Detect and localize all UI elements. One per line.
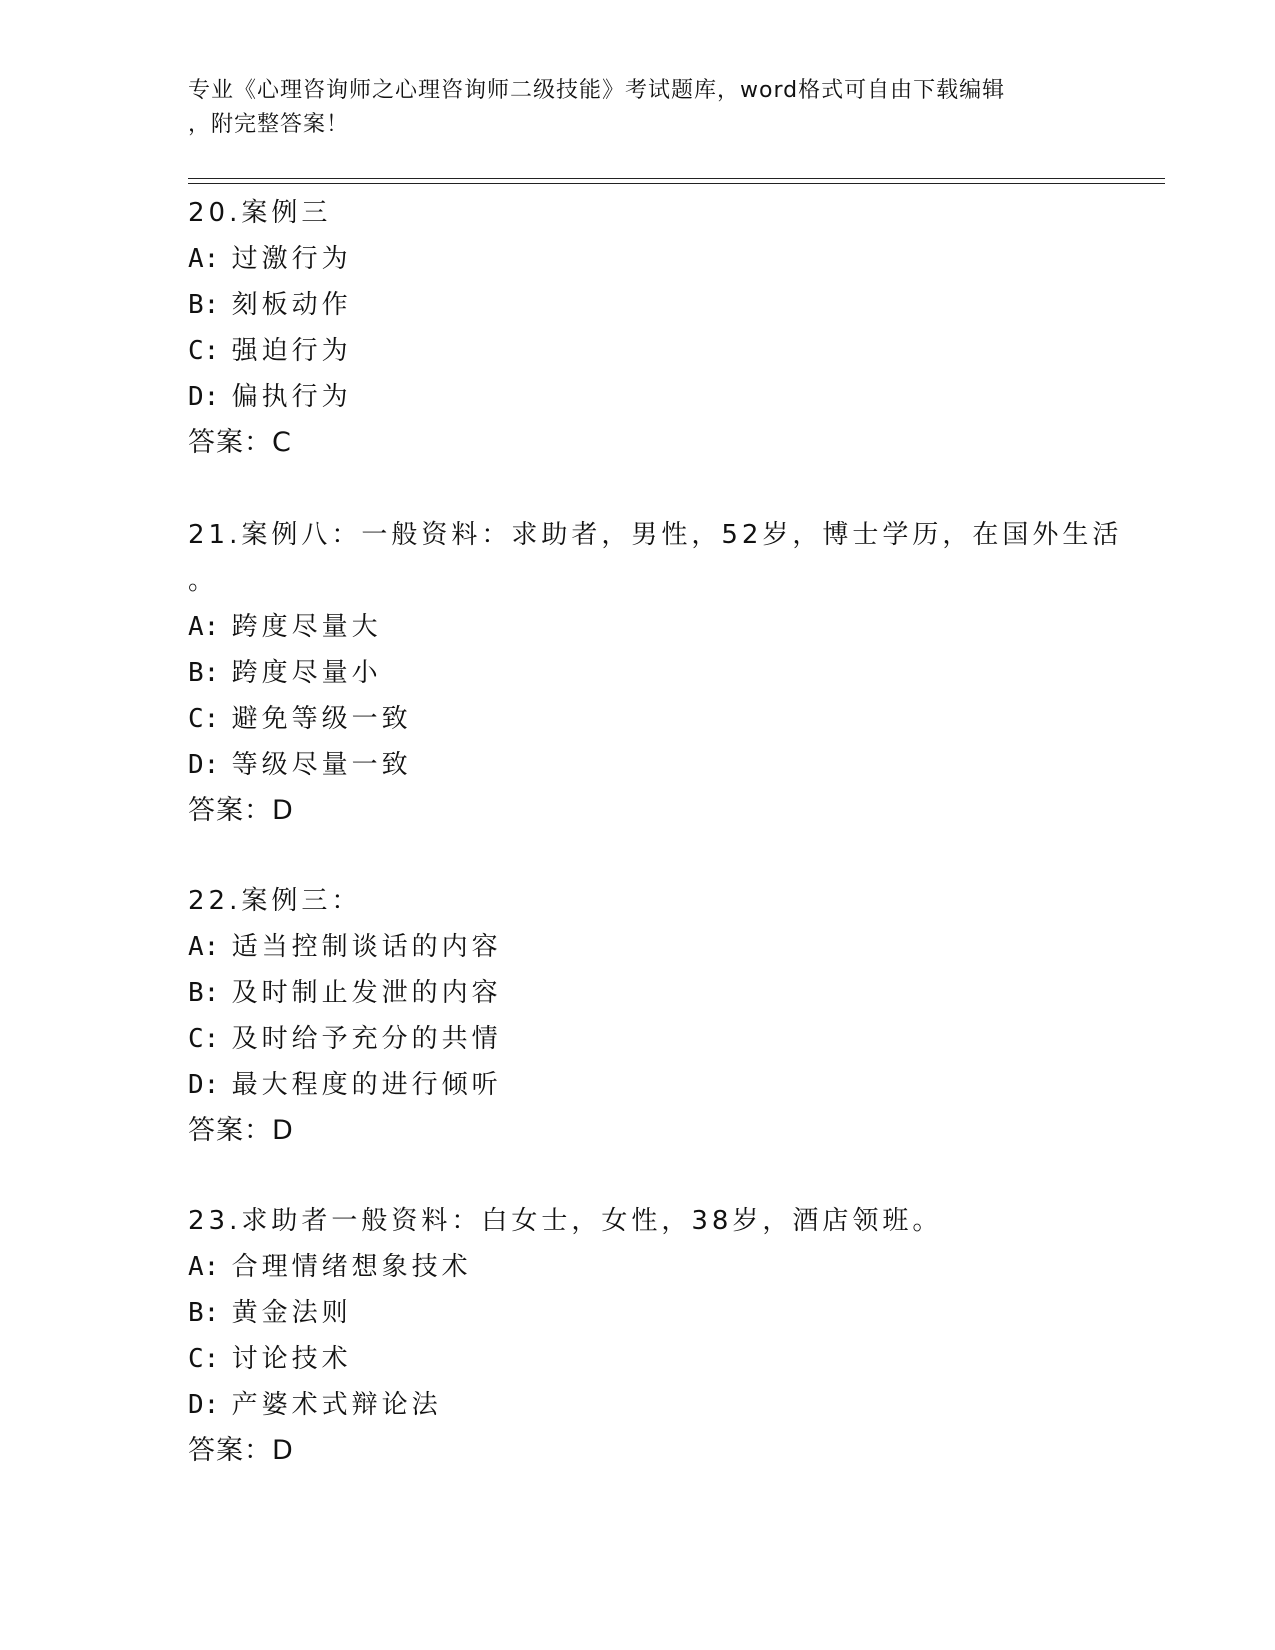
option-b [188, 282, 1128, 328]
option-b [188, 650, 1128, 696]
option-d [188, 1062, 1128, 1108]
option-label: D: [188, 382, 220, 412]
question-title: 21.案例八：一般资料：求助者，男性，52岁，博士学历，在国外生活 [188, 520, 1123, 550]
question-21 [188, 512, 1128, 834]
question-22 [188, 878, 1128, 1154]
option-text: 偏执行为 [231, 382, 352, 412]
option-label: A: [188, 612, 220, 642]
option-text: 最大程度的进行倾听 [231, 1070, 502, 1100]
option-text: 及时给予充分的共情 [231, 1024, 502, 1054]
option-a [188, 604, 1128, 650]
option-a [188, 1244, 1128, 1290]
header-divider-top [188, 178, 1165, 179]
document-header [188, 74, 1088, 142]
option-text: 讨论技术 [231, 1344, 352, 1374]
option-label: C: [188, 336, 220, 366]
option-text: 等级尽量一致 [231, 750, 412, 780]
option-label: B: [188, 1298, 220, 1328]
answer: 答案：D [188, 795, 294, 826]
option-d [188, 374, 1128, 420]
option-d [188, 742, 1128, 788]
option-b [188, 970, 1128, 1016]
option-label: B: [188, 978, 220, 1008]
option-label: C: [188, 1024, 220, 1054]
option-text: 过激行为 [231, 244, 352, 274]
option-text: 及时制止发泄的内容 [231, 978, 502, 1008]
question-title: 23.求助者一般资料：白女士，女性，38岁，酒店领班。 [188, 1206, 943, 1236]
option-label: B: [188, 658, 220, 688]
question-title: 22.案例三： [188, 886, 362, 916]
answer: 答案：D [188, 1115, 294, 1146]
option-label: D: [188, 750, 220, 780]
option-text: 适当控制谈话的内容 [231, 932, 502, 962]
option-text: 跨度尽量大 [231, 612, 382, 642]
answer: 答案：C [188, 427, 292, 458]
option-label: B: [188, 290, 220, 320]
option-label: A: [188, 1252, 220, 1282]
option-label: A: [188, 932, 220, 962]
option-label: D: [188, 1390, 220, 1420]
option-label: C: [188, 704, 220, 734]
option-c [188, 328, 1128, 374]
answer: 答案：D [188, 1435, 294, 1466]
option-label: A: [188, 244, 220, 274]
option-text: 跨度尽量小 [231, 658, 382, 688]
option-b [188, 1290, 1128, 1336]
option-d [188, 1382, 1128, 1428]
option-label: D: [188, 1070, 220, 1100]
option-text: 产婆术式辩论法 [231, 1390, 442, 1420]
option-text: 黄金法则 [231, 1298, 352, 1328]
option-a [188, 924, 1128, 970]
option-label: C: [188, 1344, 220, 1374]
question-23 [188, 1198, 1128, 1474]
option-text: 合理情绪想象技术 [231, 1252, 472, 1282]
option-text: 强迫行为 [231, 336, 352, 366]
question-20 [188, 190, 1128, 466]
option-c [188, 1016, 1128, 1062]
header-line-1: 专业《心理咨询师之心理咨询师二级技能》考试题库，word格式可自由下载编辑 [188, 78, 1006, 103]
option-text: 刻板动作 [231, 290, 352, 320]
option-text: 避免等级一致 [231, 704, 412, 734]
question-title-continuation: 。 [188, 566, 219, 596]
question-title: 20.案例三 [188, 198, 332, 228]
option-c [188, 1336, 1128, 1382]
option-a [188, 236, 1128, 282]
header-line-2: ，附完整答案！ [188, 112, 350, 137]
option-c [188, 696, 1128, 742]
header-divider-bottom [188, 183, 1165, 184]
